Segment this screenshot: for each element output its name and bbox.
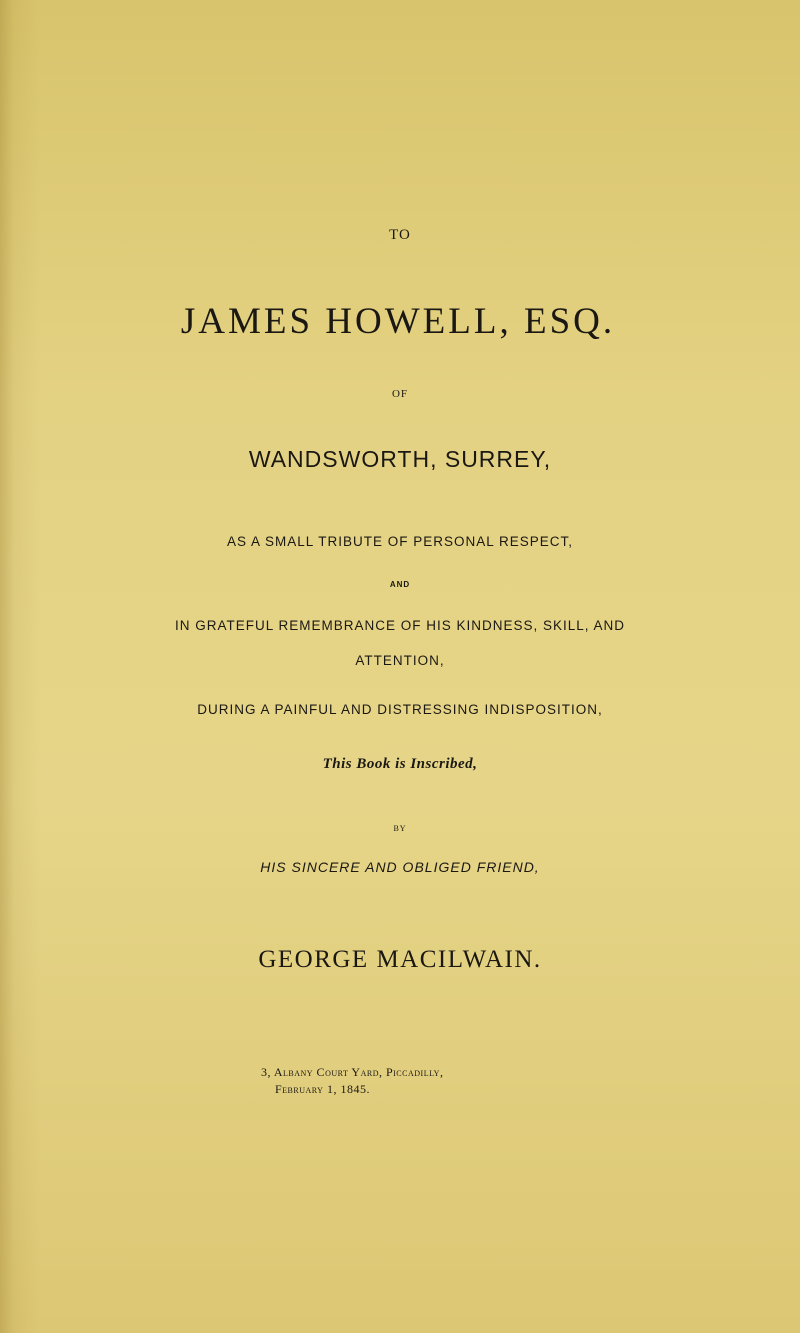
dedicatee-name: JAMES HOWELL, ESQ.	[180, 301, 616, 342]
and-line: AND	[389, 580, 411, 589]
of-line: OF	[391, 388, 409, 400]
indisposition-line: DURING A PAINFUL AND DISTRESSING INDISPOSITION,	[197, 702, 603, 717]
address-line: 3, Albany Court Yard, Piccadilly,	[261, 1065, 444, 1079]
remembrance-line: IN GRATEFUL REMEMBRANCE OF HIS KINDNESS, SKILL, AND	[174, 618, 626, 633]
attention-line: ATTENTION,	[355, 653, 445, 668]
dedicatee-place: WANDSWORTH, SURREY,	[248, 446, 552, 472]
friend-line: HIS SINCERE AND OBLIGED FRIEND,	[260, 859, 540, 875]
tribute-line: AS A SMALL TRIBUTE OF PERSONAL RESPECT,	[226, 534, 574, 549]
author-name: GEORGE MACILWAIN.	[258, 946, 542, 973]
date-line: February 1, 1845.	[275, 1082, 370, 1096]
to-line: TO	[389, 227, 411, 243]
inscribed-line: This Book is Inscribed,	[322, 756, 478, 772]
by-line: BY	[393, 824, 407, 833]
